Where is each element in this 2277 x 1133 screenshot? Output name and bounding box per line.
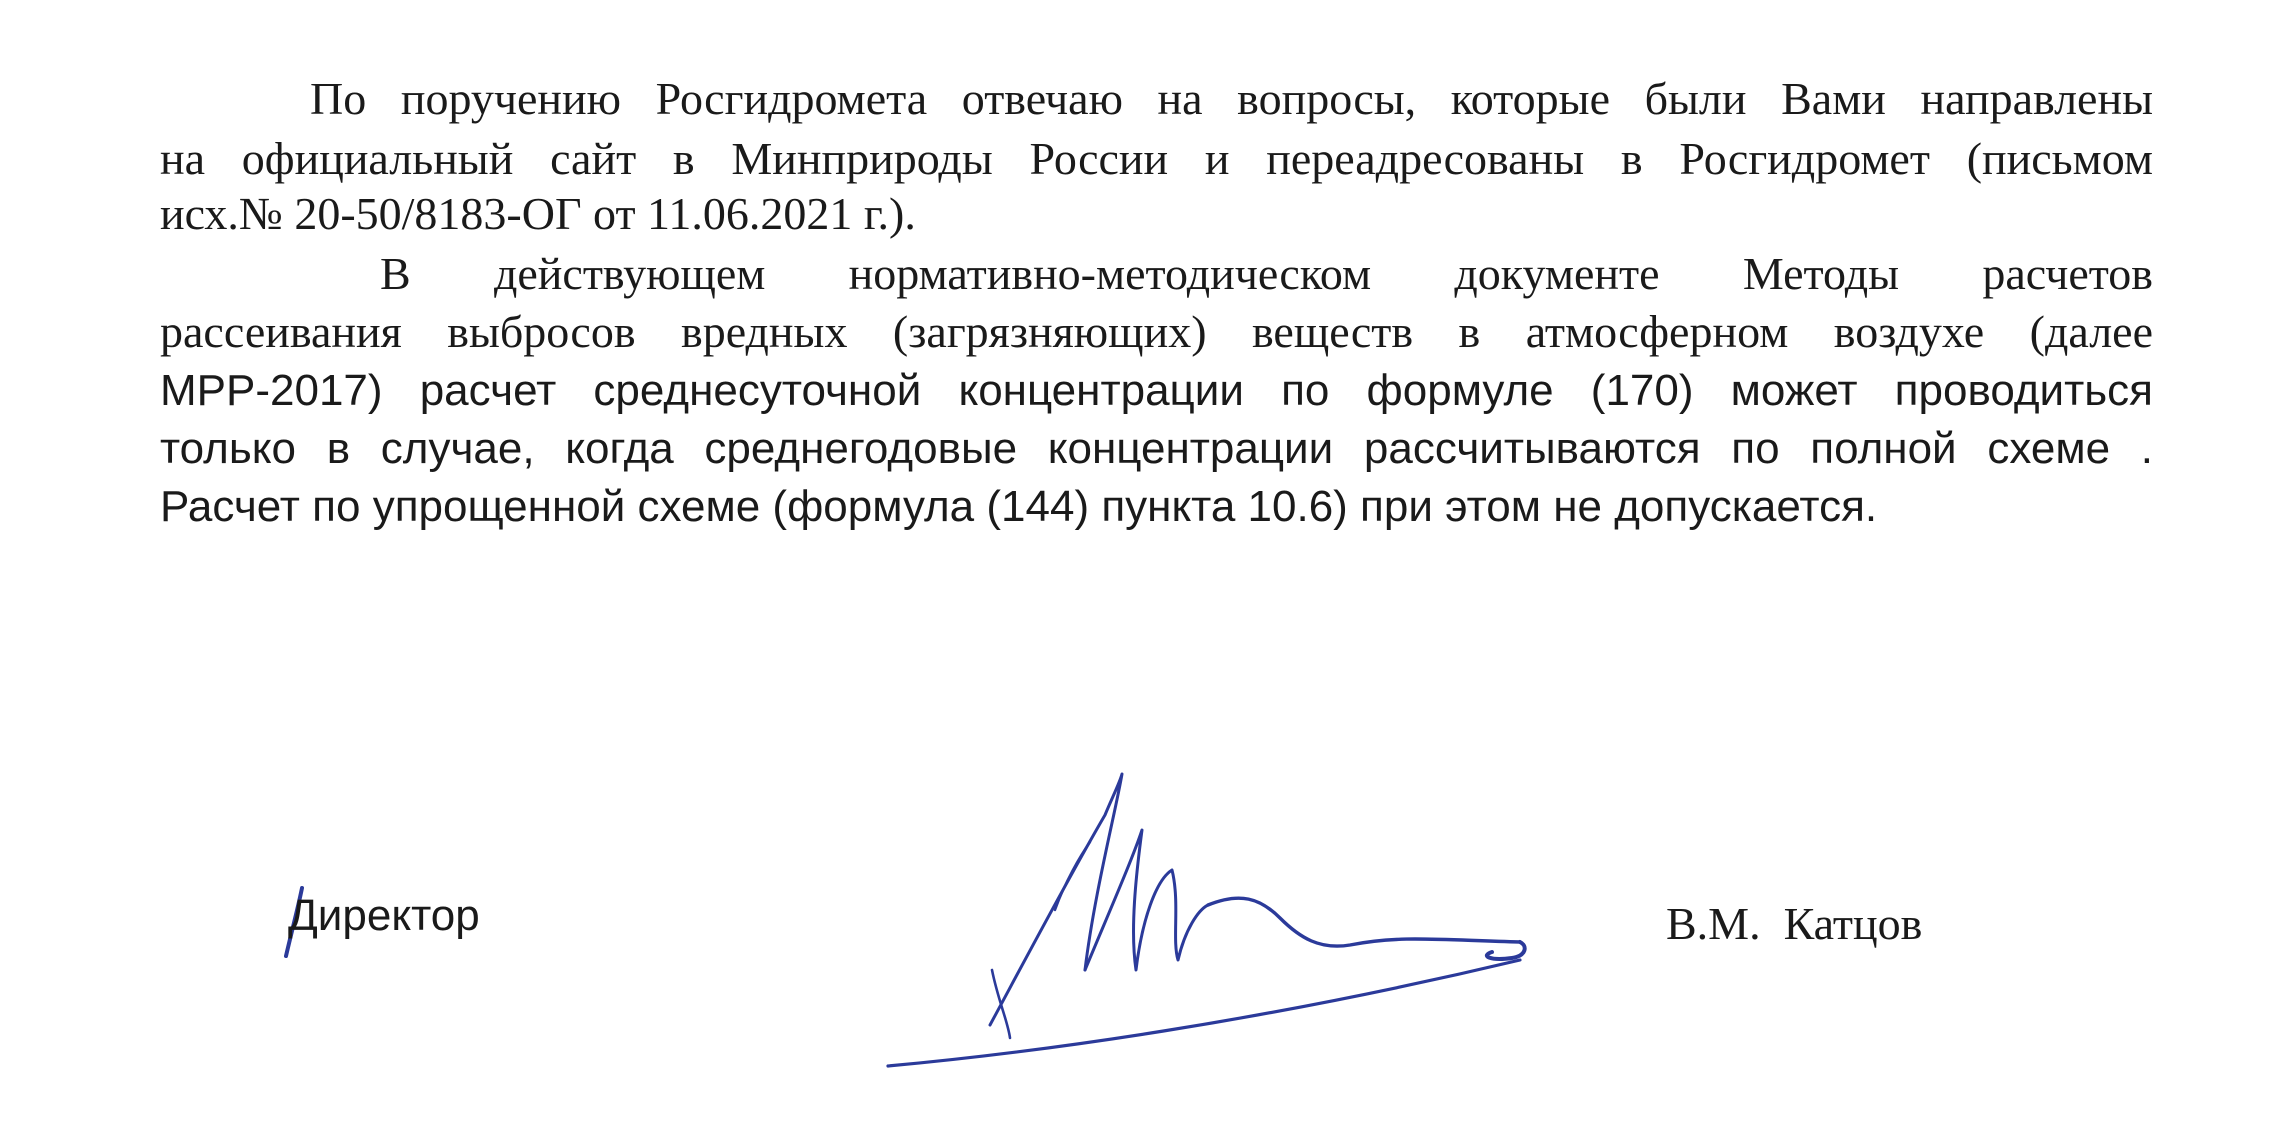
handwritten-signature (880, 760, 1540, 1080)
signatory-title: Директор (288, 891, 480, 940)
letter-line: рассеивания выбросов вредных (загрязняющих) веществ в атмосферном воздухе (далее (160, 306, 2153, 357)
letter-line: только в случае, когда среднегодовые концентрации рассчитываются по полной схеме . (160, 424, 2153, 473)
letter-line: на официальный сайт в Минприроды России и переадресованы в Росгидромет (письмом (160, 133, 2153, 184)
letter-line: В действующем нормативно-методическом документе Методы расчетов (380, 248, 2153, 299)
letter-line: исх.№ 20-50/8183-ОГ от 11.06.2021 г.). (160, 188, 916, 239)
letter-line: МРР-2017) расчет среднесуточной концентрации по формуле (170) может проводиться (160, 366, 2153, 415)
letter-line: По поручению Росгидромета отвечаю на вопросы, которые были Вами направлены (310, 73, 2153, 124)
letter-line: Расчет по упрощенной схеме (формула (144) пункта 10.6) при этом не допускается. (160, 482, 1878, 531)
signatory-name: В.М. Катцов (1666, 898, 1923, 949)
